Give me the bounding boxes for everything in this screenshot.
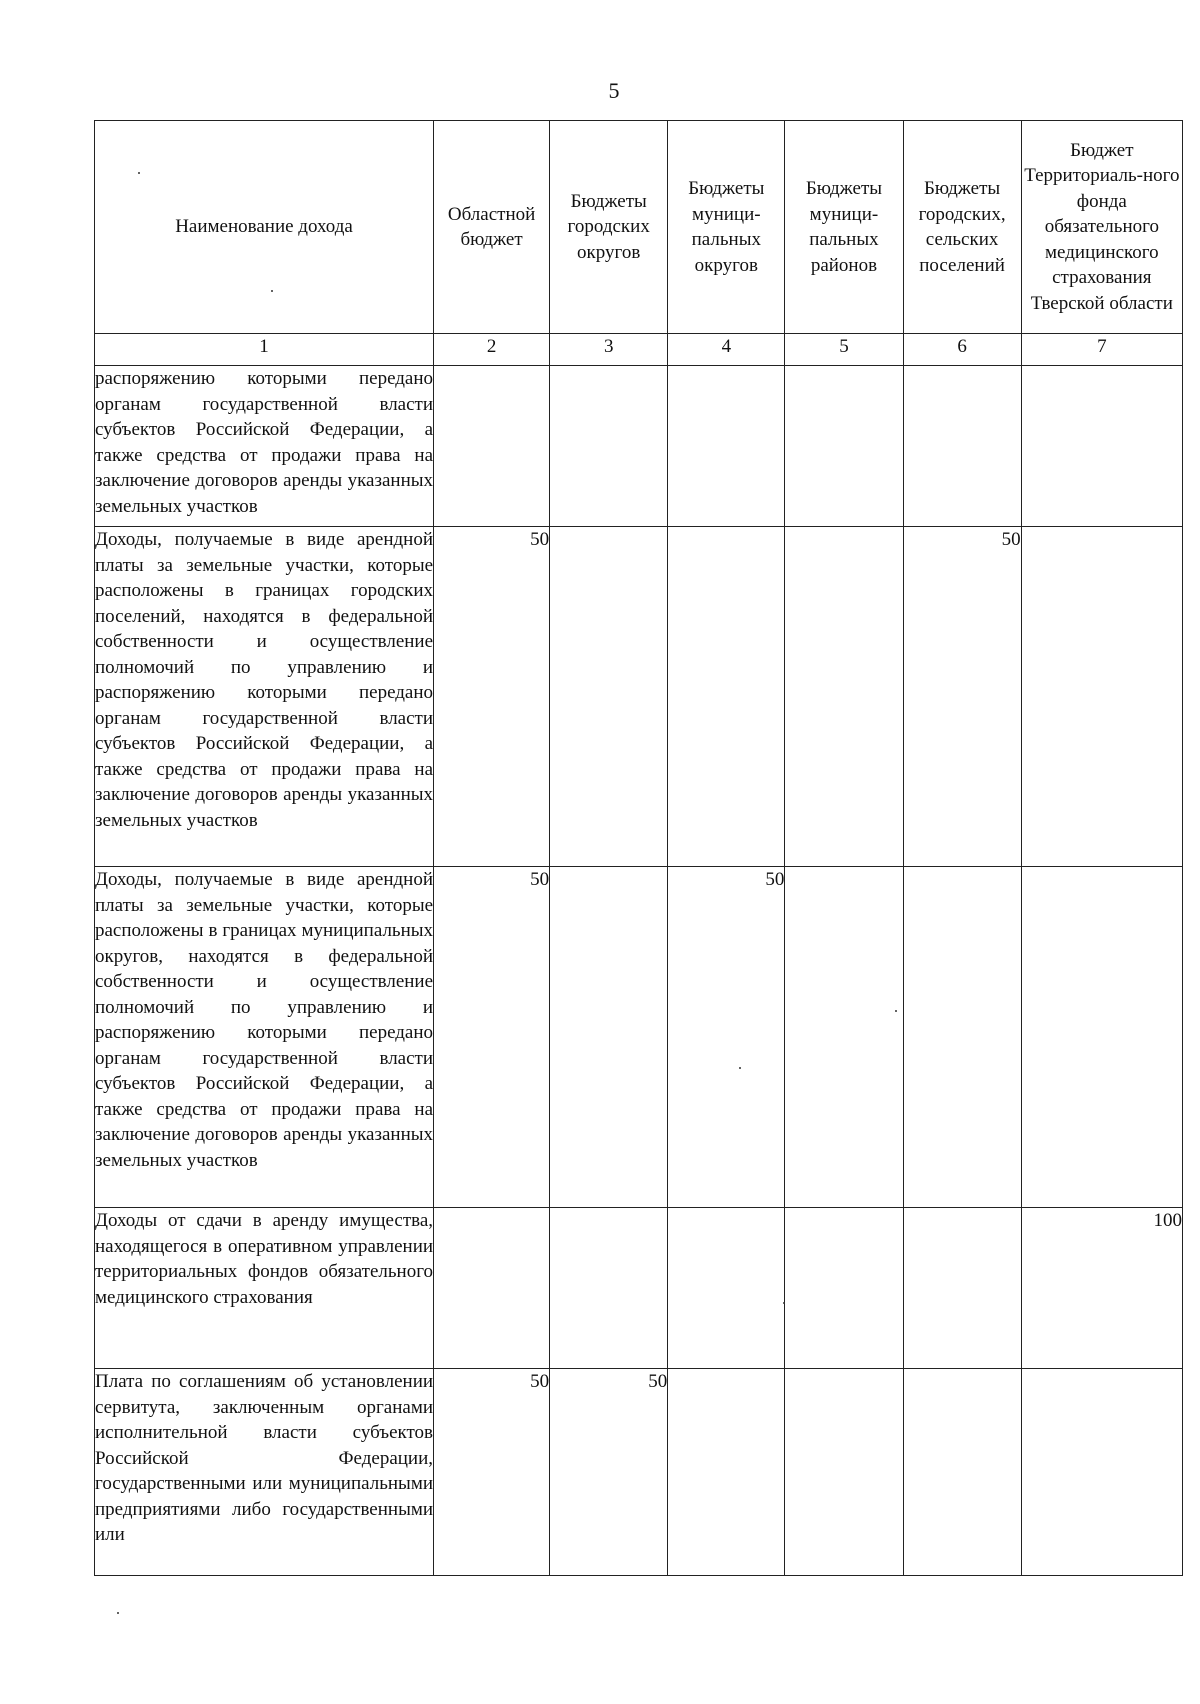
table-row — [95, 527, 1183, 867]
scan-speck — [739, 1067, 741, 1069]
scan-speck — [271, 290, 273, 292]
value-cell — [785, 1369, 903, 1576]
value-cell — [903, 1208, 1021, 1369]
value-cell — [434, 366, 550, 527]
value-cell — [550, 1208, 668, 1369]
header-municipal-district-budgets: Бюджеты муници-пальных округов — [668, 121, 785, 334]
revenue-name-cell: Доходы, получаемые в виде арендной платы за земельные участки, которые расположены в границах муниципальных округов, находятся в федеральной собственности и осуществление полномочий по управлению и распоряжению которыми передано органам государственной власти субъектов Российской Федерации, а также средства от продажи права на заключение договоров аренды указанных земельных участков — [95, 867, 434, 1208]
table-row — [95, 366, 1183, 527]
scan-speck — [117, 1612, 119, 1614]
value-cell: 50 — [550, 1369, 668, 1576]
header-regional-budget: Областной бюджет — [434, 121, 550, 334]
column-number: 4 — [668, 334, 785, 366]
value-cell — [1021, 527, 1182, 867]
header-municipal-area-budgets: Бюджеты муници-пальных районов — [785, 121, 903, 334]
header-settlement-budgets: Бюджеты городских, сельских поселений — [903, 121, 1021, 334]
table-row — [95, 1208, 1183, 1369]
column-number: 2 — [434, 334, 550, 366]
column-number-row — [95, 334, 1183, 366]
value-cell: 50 — [668, 867, 785, 1208]
value-cell — [550, 867, 668, 1208]
value-cell — [668, 1369, 785, 1576]
table-row — [95, 867, 1183, 1208]
revenue-name-cell: Доходы, получаемые в виде арендной платы за земельные участки, которые расположены в границах городских поселений, находятся в федеральной собственности и осуществление полномочий по управлению и распоряжению которыми передано органам государственной власти субъектов Российской Федерации, а также средства от продажи права на заключение договоров аренды указанных земельных участков — [95, 527, 434, 867]
scan-speck — [895, 1010, 897, 1012]
value-cell — [785, 366, 903, 527]
scan-speck — [138, 172, 140, 174]
value-cell: 50 — [434, 527, 550, 867]
revenue-name-cell: Доходы от сдачи в аренду имущества, находящегося в оперативном управлении территориальных фондов обязательного медицинского страхования — [95, 1208, 434, 1369]
value-cell — [785, 1208, 903, 1369]
value-cell — [1021, 1369, 1182, 1576]
value-cell: 50 — [434, 1369, 550, 1576]
value-cell — [668, 527, 785, 867]
value-cell — [1021, 366, 1182, 527]
value-cell — [1021, 867, 1182, 1208]
value-cell — [668, 366, 785, 527]
page-number: 5 — [608, 78, 620, 103]
value-cell — [903, 867, 1021, 1208]
value-cell — [785, 527, 903, 867]
value-cell — [550, 366, 668, 527]
column-number: 5 — [785, 334, 903, 366]
column-number: 3 — [550, 334, 668, 366]
column-number: 6 — [903, 334, 1021, 366]
column-number: 1 — [95, 334, 434, 366]
header-revenue-name: Наименование дохода — [95, 121, 434, 334]
value-cell — [903, 1369, 1021, 1576]
value-cell: 50 — [903, 527, 1021, 867]
value-cell: 50 — [434, 867, 550, 1208]
revenue-name-cell: Плата по соглашениям об установлении сервитута, заключенным органами исполнительной власти субъектов Российской Федерации, государственными или муниципальными предприятиями либо государственными или — [95, 1369, 434, 1576]
revenue-distribution-table — [94, 120, 1183, 1576]
value-cell — [903, 366, 1021, 527]
scan-speck — [783, 1302, 785, 1304]
header-city-district-budgets: Бюджеты городских округов — [550, 121, 668, 334]
value-cell — [434, 1208, 550, 1369]
revenue-name-cell: распоряжению которыми передано органам государственной власти субъектов Российской Федерации, а также средства от продажи права на заключение договоров аренды указанных земельных участков — [95, 366, 434, 527]
table-header-row — [95, 121, 1183, 334]
value-cell — [668, 1208, 785, 1369]
header-health-insurance-fund-budget: Бюджет Территориаль-ного фонда обязательного медицинского страхования Тверской области — [1021, 121, 1182, 334]
value-cell — [785, 867, 903, 1208]
column-number: 7 — [1021, 334, 1182, 366]
value-cell: 100 — [1021, 1208, 1182, 1369]
value-cell — [550, 527, 668, 867]
table-row — [95, 1369, 1183, 1576]
